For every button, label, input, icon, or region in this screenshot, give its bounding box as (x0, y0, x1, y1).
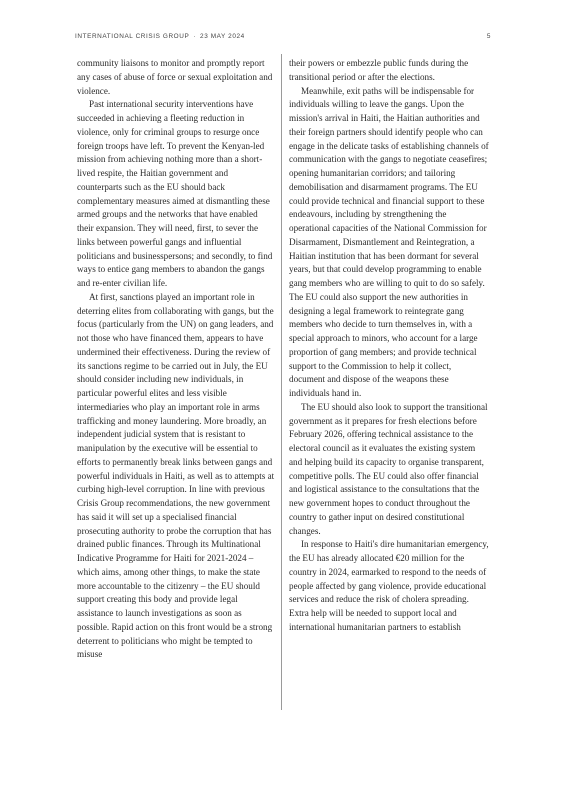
running-header (75, 33, 245, 40)
paragraph: Meanwhile, exit paths will be indispensable for individuals willing to leave the gangs. Upon the mission's arrival in Haiti, the Haitian authorities and their foreign partners should identify people who can engage in the delicate tasks of establishing channels of communication with the gangs to negotiate ceasefires; opening humanitarian corridors; and tailoring demobilisation and disarmament programs. The EU could provide technical and financial support to these endeavours, including by strengthening the operational capacities of the National Commission for Disarmament, Dismantlement and Reintegration, a Haitian institution that has been dormant for several years, but that could develop programming to enable gang members who are willing to quit to do so safely. The EU could also support the new authorities in designing a legal framework to reintegrate gang members who decide to turn themselves in, with a special approach to minors, who account for a large proportion of gang members; and provide technical support to the Commission to help it collect, document and dispose of the weapons these individuals hand in. (289, 85, 489, 398)
right-column (289, 57, 489, 635)
page-number: 5 (486, 33, 491, 40)
column-divider (281, 54, 282, 710)
paragraph: community liaisons to monitor and promptly report any cases of abuse of force or sexual exploitation and violence. (77, 58, 273, 96)
paragraph: At first, sanctions played an important role in deterring elites from collaborating with gangs, but the focus (particularly from the UN) on gang leaders, and not those who have financed them, appears to have undermined their effectiveness. During the review of its sanctions regime to be carried out in July, the EU should consider including new individuals, in particular powerful elites and less visible intermediaries who play an important role in arms trafficking and money laundering. More broadly, an independent judicial system that is resistant to manipulation by the executive will be essential to efforts to permanently break links between gangs and powerful individuals in Haiti, as well as to attempts at curbing high-level corruption. In line with previous Crisis Group recommendations, the new government has said it will set up a specialised financial prosecuting authority to probe the corruption that has drained public finances. Through its Multinational Indicative Programme for Haiti for 2021-2024 – which aims, among other things, to make the state more accountable to the citizenry – the EU should support creating this body and provide legal assistance to launch investigations as soon as possible. Rapid action on this front would be a strong deterrent to politicians who might be tempted to misuse (77, 291, 275, 660)
paragraph: In response to Haiti's dire humanitarian emergency, the EU has already allocated €20 million for the country in 2024, earmarked to respond to the needs of people affected by gang violence, provide educational services and reduce the risk of cholera spreading. Extra help will be needed to support local and international humanitarian partners to establish (289, 539, 489, 632)
paragraph: Past international security interventions have succeeded in achieving a fleeting reduction in violence, only for criminal groups to resurge once foreign troops have left. To prevent the Kenyan-led mission from achieving nothing more than a short-lived respite, the Haitian government and counterparts such as the EU should back complementary measures aimed at dismantling these armed groups and the networks that have enabled their expansion. They will need, first, to sever the links between powerful gangs and influential politicians and businesspersons; and secondly, to find ways to entice gang members to abandon the gangs and re-enter civilian life. (77, 99, 273, 288)
paragraph: The EU should also look to support the transitional government as it prepares for fresh elections before February 2026, offering technical assistance to the electoral council as it evaluates the existing system and helping build its capacity to organise transparent, competitive polls. The EU could also offer financial and logistical assistance to the consultations that the new government hopes to conduct throughout the country to gather input on desired constitutional changes. (289, 401, 488, 536)
report-date: 23 MAY 2024 (200, 33, 245, 40)
paragraph: their powers or embezzle public funds during the transitional period or after the elections. (289, 58, 469, 82)
org-name: INTERNATIONAL CRISIS GROUP (75, 33, 190, 40)
left-column (77, 57, 275, 662)
header-separator: · (193, 33, 197, 40)
